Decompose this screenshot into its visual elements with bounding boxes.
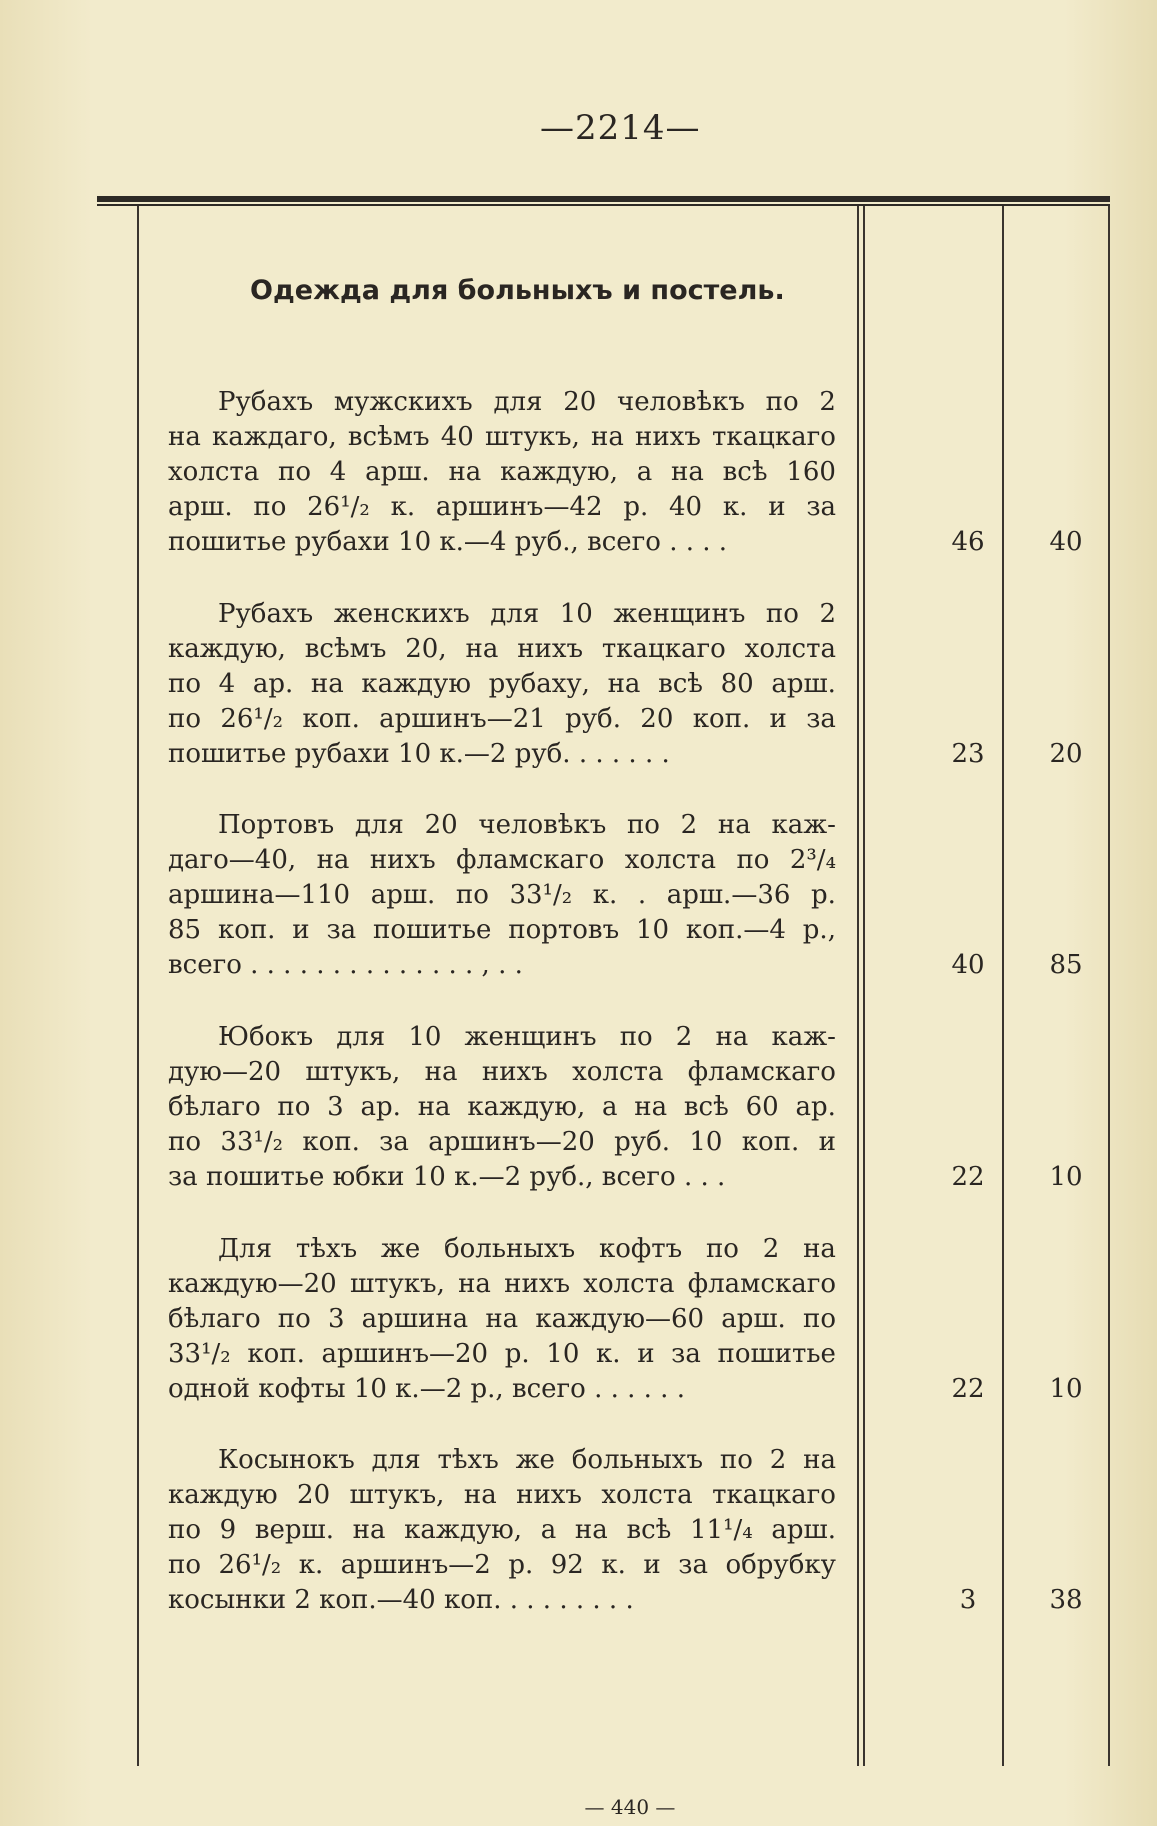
amount-kopecks: 20 [1049, 739, 1083, 769]
entry-line: за пошитье юбки 10 к.—2 руб., всего . . . [168, 1162, 726, 1192]
amount-rubles: 22 [951, 1162, 985, 1192]
amount-kopecks: 10 [1049, 1162, 1083, 1192]
entry-line: пошитье рубахи 10 к.—2 руб. . . . . . . [168, 739, 670, 769]
entry-item [168, 808, 836, 983]
section-title: Одежда для больныхъ и постель. [250, 275, 785, 306]
entry-item [168, 597, 836, 772]
amount-kopecks: 40 [1049, 527, 1083, 557]
amount-rubles: 23 [951, 739, 985, 769]
entry-line: Портовъ для 20 человѣкъ по 2 на каж- [218, 810, 836, 840]
entry-line: Косынокъ для тѣхъ же больныхъ по 2 на [218, 1445, 836, 1475]
footer-page-number: — 440 — [584, 1795, 676, 1819]
amount-rubles: 40 [951, 950, 985, 980]
amount-kopecks: 38 [1049, 1585, 1083, 1615]
amount-kopecks: 10 [1049, 1374, 1083, 1404]
amount-rubles: 3 [959, 1585, 977, 1615]
entry-line: по 33¹/₂ коп. за аршинъ—20 руб. 10 коп. и [168, 1127, 836, 1157]
page-number: —2214— [540, 108, 701, 148]
left-column-border [137, 206, 139, 1766]
rub-kop-divider [1002, 206, 1004, 1766]
top-rule-thin [97, 204, 1110, 206]
entry-line: арш. по 26¹/₂ к. аршинъ—42 р. 40 к. и за [168, 492, 836, 522]
entry-line: всего . . . . . . . . . . . . . . , . . [168, 950, 523, 980]
text-column-right-border [857, 206, 859, 1766]
entry-line: Юбокъ для 10 женщинъ по 2 на каж- [218, 1022, 836, 1052]
amount-kopecks: 85 [1049, 950, 1083, 980]
entry-line: Рубахъ женскихъ для 10 женщинъ по 2 [218, 599, 836, 629]
entry-line: Рубахъ мужскихъ для 20 человѣкъ по 2 [218, 387, 836, 417]
entry-line: бѣлаго по 3 ар. на каждую, а на всѣ 60 ар. [168, 1092, 836, 1122]
entry-line: каждую—20 штукъ, на нихъ холста фламскаго [168, 1269, 836, 1299]
entry-line: 85 коп. и за пошитье портовъ 10 коп.—4 р., [168, 915, 836, 945]
amount-rubles: 22 [951, 1374, 985, 1404]
entry-item [168, 1443, 836, 1618]
entry-line: бѣлаго по 3 аршина на каждую—60 арш. по [168, 1304, 836, 1334]
entry-line: даго—40, на нихъ фламскаго холста по 2³/₄ [168, 845, 836, 875]
entry-line: на каждаго, всѣмъ 40 штукъ, на нихъ ткацкаго [168, 422, 836, 452]
amount-rubles: 46 [951, 527, 985, 557]
entry-line: аршина—110 арш. по 33¹/₂ к. . арш.—36 р. [168, 880, 836, 910]
entry-line: каждую, всѣмъ 20, на нихъ ткацкаго холста [168, 634, 836, 664]
entry-line: по 9 верш. на каждую, а на всѣ 11¹/₄ арш. [168, 1515, 836, 1545]
entry-line: 33¹/₂ коп. аршинъ—20 р. 10 к. и за пошитье [168, 1339, 836, 1369]
entry-item [168, 1232, 836, 1407]
entry-line: косынки 2 коп.—40 коп. . . . . . . . . [168, 1585, 634, 1615]
entry-line: по 26¹/₂ к. аршинъ—2 р. 92 к. и за обрубку [168, 1550, 836, 1580]
entry-item [168, 385, 836, 560]
entry-line: одной кофты 10 к.—2 р., всего . . . . . . [168, 1374, 685, 1404]
entry-line: пошитье рубахи 10 к.—4 руб., всего . . . . [168, 527, 728, 557]
right-column-border [1108, 206, 1110, 1766]
rub-column-left-border [863, 206, 865, 1766]
entry-line: дую—20 штукъ, на нихъ холста фламскаго [168, 1057, 836, 1087]
entry-item [168, 1020, 836, 1195]
entry-line: по 4 ар. на каждую рубаху, на всѣ 80 арш. [168, 669, 836, 699]
top-rule [97, 196, 1110, 202]
entry-line: по 26¹/₂ коп. аршинъ—21 руб. 20 коп. и за [168, 704, 836, 734]
entry-line: каждую 20 штукъ, на нихъ холста ткацкаго [168, 1480, 836, 1510]
entry-line: холста по 4 арш. на каждую, а на всѣ 160 [168, 457, 836, 487]
entry-line: Для тѣхъ же больныхъ кофтъ по 2 на [218, 1234, 836, 1264]
